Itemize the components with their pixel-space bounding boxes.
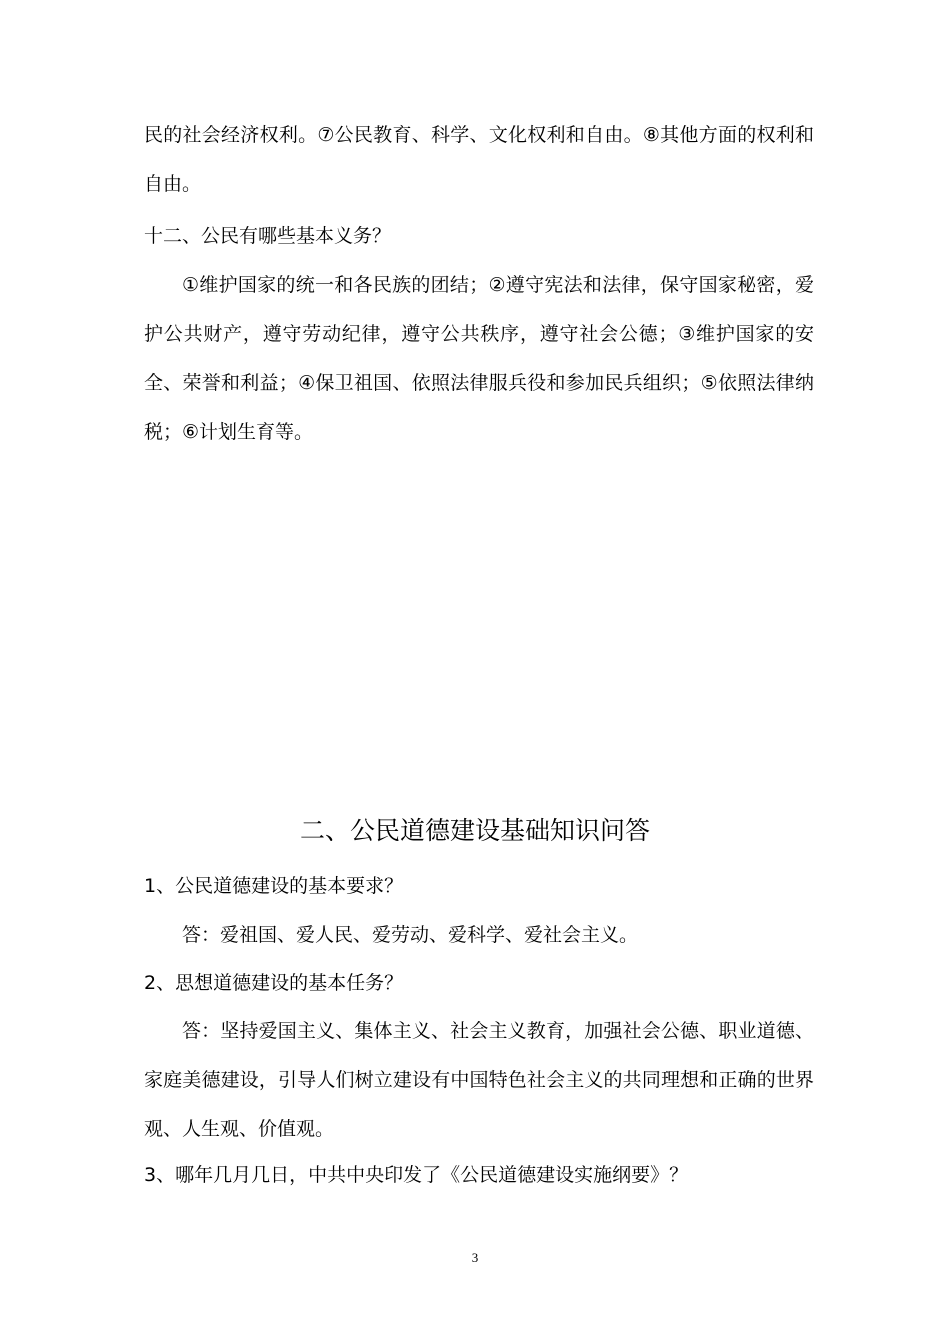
question-12-answer: ①维护国家的统一和各民族的团结；②遵守宪法和法律，保守国家秘密，爱护公共财产，遵守劳动纪律，遵守公共秩序，遵守社会公德；③维护国家的安全、荣誉和利益；④保卫祖国、依照法律服兵役和参加民兵组织；⑤依照法律纳税；⑥计划生育等。 <box>144 274 814 443</box>
page-number: 3 <box>471 1250 479 1265</box>
question-2: 2、思想道德建设的基本任务？ <box>144 972 404 994</box>
question-1: 1、公民道德建设的基本要求？ <box>144 875 404 897</box>
section-title: 二、公民道德建设基础知识问答 <box>299 816 650 845</box>
question-3: 3、哪年几月几日，中共中央印发了《公民道德建设实施纲要》？ <box>144 1164 689 1186</box>
question-12-heading: 十二、公民有哪些基本义务？ <box>144 225 392 247</box>
answer-1: 答：爱祖国、爱人民、爱劳动、爱科学、爱社会主义。 <box>182 924 639 946</box>
continuation-paragraph: 民的社会经济权利。⑦公民教育、科学、文化权利和自由。⑧其他方面的权利和自由。 <box>144 124 814 195</box>
answer-2: 答：坚持爱国主义、集体主义、社会主义教育，加强社会公德、职业道德、家庭美德建设，引导人们树立建设有中国特色社会主义的共同理想和正确的世界观、人生观、价值观。 <box>144 1020 814 1140</box>
